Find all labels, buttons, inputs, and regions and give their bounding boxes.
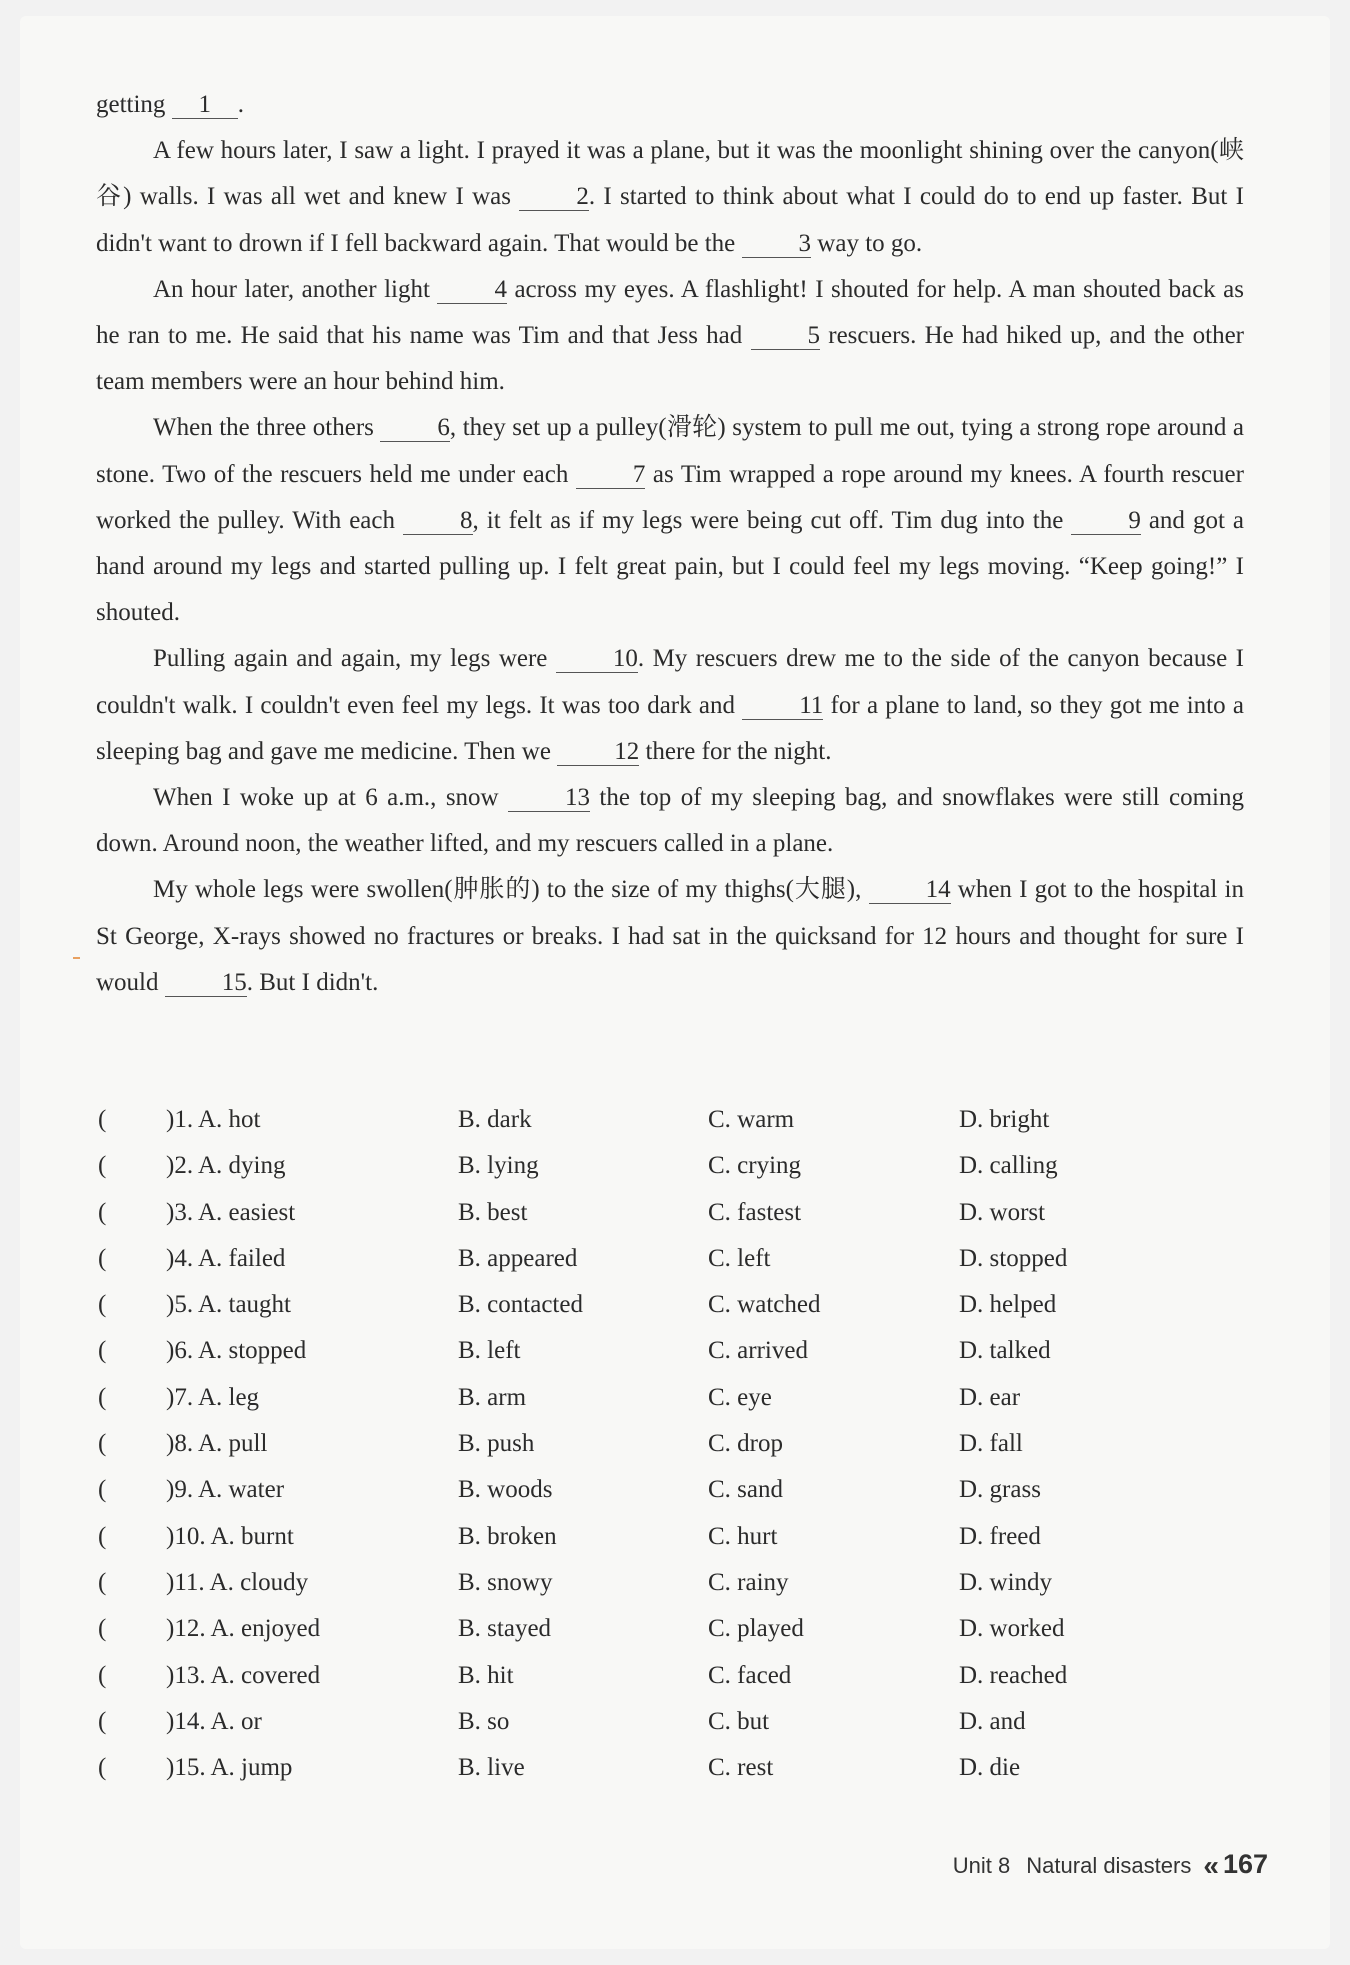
option-c: C. crying [708, 1152, 802, 1180]
option-d: D. freed [959, 1522, 1041, 1550]
paragraph-5: Pulling again and again, my legs were 10. My rescuers drew me to the side of the canyon because I couldn't walk. I couldn't even feel my legs. It was too dark and 11 for a plane to land, so they got me into a sleeping bag and gave me medicine. Then we 12 there for the night. [96, 645, 1244, 765]
option-d: D. grass [959, 1476, 1041, 1504]
option-b: B. lying [458, 1152, 539, 1180]
answer-paren: ( [98, 1337, 107, 1365]
option-b: B. stayed [458, 1615, 552, 1643]
option-b: B. live [458, 1754, 525, 1782]
blank-6: 6 [380, 415, 450, 442]
question-row [96, 1467, 1246, 1513]
option-a: )2. A. dying [166, 1152, 286, 1180]
answer-paren: ( [98, 1615, 107, 1643]
answer-paren: ( [98, 1244, 107, 1272]
option-b: B. broken [458, 1522, 557, 1550]
option-b: B. so [458, 1707, 510, 1735]
blank-11: 11 [742, 693, 823, 720]
option-d: D. and [959, 1707, 1026, 1735]
option-b: B. hit [458, 1661, 514, 1689]
question-row [96, 1699, 1246, 1745]
option-a: )9. A. water [166, 1476, 285, 1504]
answer-paren: ( [98, 1152, 107, 1180]
option-b: B. push [458, 1430, 535, 1458]
question-row [96, 1606, 1246, 1652]
option-d: D. fall [959, 1430, 1023, 1458]
page-footer [953, 1849, 1268, 1882]
blank-7: 7 [576, 462, 646, 489]
question-row [96, 1097, 1246, 1143]
option-a: )6. A. stopped [166, 1337, 307, 1365]
option-c: C. arrived [708, 1337, 808, 1365]
answer-options [96, 1097, 1246, 1791]
option-c: C. warm [708, 1106, 795, 1133]
answer-paren: ( [98, 1522, 107, 1550]
paragraph-6: When I woke up at 6 a.m., snow 13 the top of my sleeping bag, and snowflakes were still coming down. Around noon, the weather lifted, and my rescuers called in a plane. [96, 784, 1245, 858]
blank-8: 8 [403, 508, 473, 535]
page-number: 167 [1222, 1849, 1268, 1879]
blank-14: 14 [869, 877, 951, 904]
blank-12: 12 [557, 739, 639, 766]
option-d: D. worst [959, 1198, 1046, 1226]
answer-paren: ( [98, 1476, 107, 1504]
question-row [96, 1282, 1246, 1328]
question-row [96, 1514, 1246, 1560]
option-a: )5. A. taught [166, 1291, 291, 1319]
blank-3: 3 [742, 231, 812, 258]
option-c: C. rest [708, 1754, 774, 1782]
paragraph-3: An hour later, another light 4 across my eyes. A flashlight! I shouted for help. A man shouted back as he ran to me. He said that his name was Tim and that Jess had 5 rescuers. He had hiked up, and the other team members were an hour behind him. [96, 275, 1245, 396]
unit-label: Unit 8 [952, 1853, 1011, 1878]
option-a: )15. A. jump [166, 1754, 293, 1782]
option-c: C. faced [708, 1661, 792, 1689]
question-row [96, 1653, 1246, 1699]
option-c: C. left [708, 1244, 771, 1272]
margin-mark [73, 957, 80, 959]
option-d: D. bright [959, 1106, 1050, 1133]
option-a: )1. A. hot [166, 1106, 261, 1133]
option-a: )3. A. easiest [166, 1198, 296, 1226]
blank-13: 13 [508, 785, 590, 812]
answer-paren: ( [98, 1383, 107, 1411]
option-a: )14. A. or [166, 1707, 262, 1735]
paragraph-2: A few hours later, I saw a light. I prayed it was a plane, but it was the moonlight shining over the canyon(峡谷) walls. I was all wet and knew I was 2. I started to think about what I could do to end up faster. But I didn't want to drown if I fell backward again. That would be the 3 way to go. [96, 137, 1245, 257]
option-b: B. contacted [458, 1291, 583, 1319]
blank-5: 5 [751, 323, 821, 350]
option-d: D. reached [959, 1661, 1068, 1689]
question-row [96, 1745, 1246, 1791]
option-d: D. windy [959, 1568, 1053, 1596]
blank-1: 1 [172, 92, 238, 119]
question-row [96, 1421, 1246, 1467]
option-d: D. talked [959, 1337, 1051, 1365]
option-a: )11. A. cloudy [166, 1568, 309, 1596]
question-row [96, 1190, 1246, 1236]
option-c: C. drop [708, 1430, 783, 1458]
blank-15: 15 [165, 970, 247, 997]
option-b: B. arm [458, 1383, 527, 1411]
option-d: D. die [959, 1754, 1021, 1782]
chevron-left-icon: « [1203, 1850, 1219, 1881]
question-row [96, 1375, 1246, 1421]
option-a: )10. A. burnt [166, 1522, 294, 1550]
answer-paren: ( [98, 1198, 107, 1226]
option-b: B. snowy [458, 1568, 553, 1596]
option-b: B. dark [458, 1106, 532, 1133]
option-c: C. eye [708, 1383, 772, 1411]
answer-paren: ( [98, 1430, 107, 1458]
option-c: C. hurt [708, 1522, 778, 1550]
option-c: C. watched [708, 1291, 821, 1319]
question-row [96, 1236, 1246, 1282]
answer-paren: ( [98, 1291, 107, 1319]
blank-2: 2 [519, 184, 589, 211]
question-row [96, 1328, 1246, 1374]
unit-title: Natural disasters [1026, 1853, 1192, 1878]
option-d: D. ear [959, 1383, 1021, 1411]
question-row [96, 1143, 1246, 1189]
option-c: C. rainy [708, 1568, 789, 1596]
answer-paren: ( [98, 1661, 107, 1689]
paragraph-1: getting 1 . [96, 91, 244, 118]
question-row [96, 1560, 1246, 1606]
reading-passage [96, 82, 1244, 1006]
option-a: )12. A. enjoyed [166, 1615, 321, 1643]
answer-paren: ( [98, 1707, 107, 1735]
option-d: D. helped [959, 1291, 1057, 1319]
option-c: C. fastest [708, 1198, 802, 1226]
option-b: B. woods [458, 1476, 553, 1504]
blank-9: 9 [1071, 508, 1141, 535]
option-b: B. best [458, 1198, 528, 1226]
answer-paren: ( [98, 1754, 107, 1782]
option-b: B. left [458, 1337, 521, 1365]
paragraph-4: When the three others 6, they set up a pulley(滑轮) system to pull me out, tying a strong rope around a stone. Two of the rescuers held me under each 7 as Tim wrapped a rope around my knees. A fourth rescuer worked the pulley. With each 8, it felt as if my legs were being cut off. Tim dug into the 9 and got a hand around my legs and started pulling up. I felt great pain, but I could feel my legs moving. “Keep going!” I shouted. [96, 414, 1244, 627]
option-b: B. appeared [458, 1244, 578, 1272]
option-d: D. worked [959, 1615, 1065, 1643]
blank-10: 10 [556, 646, 638, 673]
option-a: )13. A. covered [166, 1661, 321, 1689]
option-c: C. played [708, 1615, 804, 1643]
option-d: D. calling [959, 1152, 1058, 1180]
paragraph-7: My whole legs were swollen(肿胀的) to the size of my thighs(大腿), 14 when I got to the hospital in St George, X-rays showed no fractures or breaks. I had sat in the quicksand for 12 hours and thought for sure I would 15. But I didn't. [96, 876, 1244, 996]
option-a: )7. A. leg [166, 1383, 260, 1411]
option-c: C. sand [708, 1476, 783, 1504]
answer-paren: ( [98, 1568, 107, 1596]
option-d: D. stopped [959, 1244, 1068, 1272]
option-c: C. but [708, 1707, 770, 1735]
blank-4: 4 [437, 277, 507, 304]
option-a: )8. A. pull [166, 1430, 268, 1458]
answer-paren: ( [98, 1106, 107, 1133]
option-a: )4. A. failed [166, 1244, 286, 1272]
